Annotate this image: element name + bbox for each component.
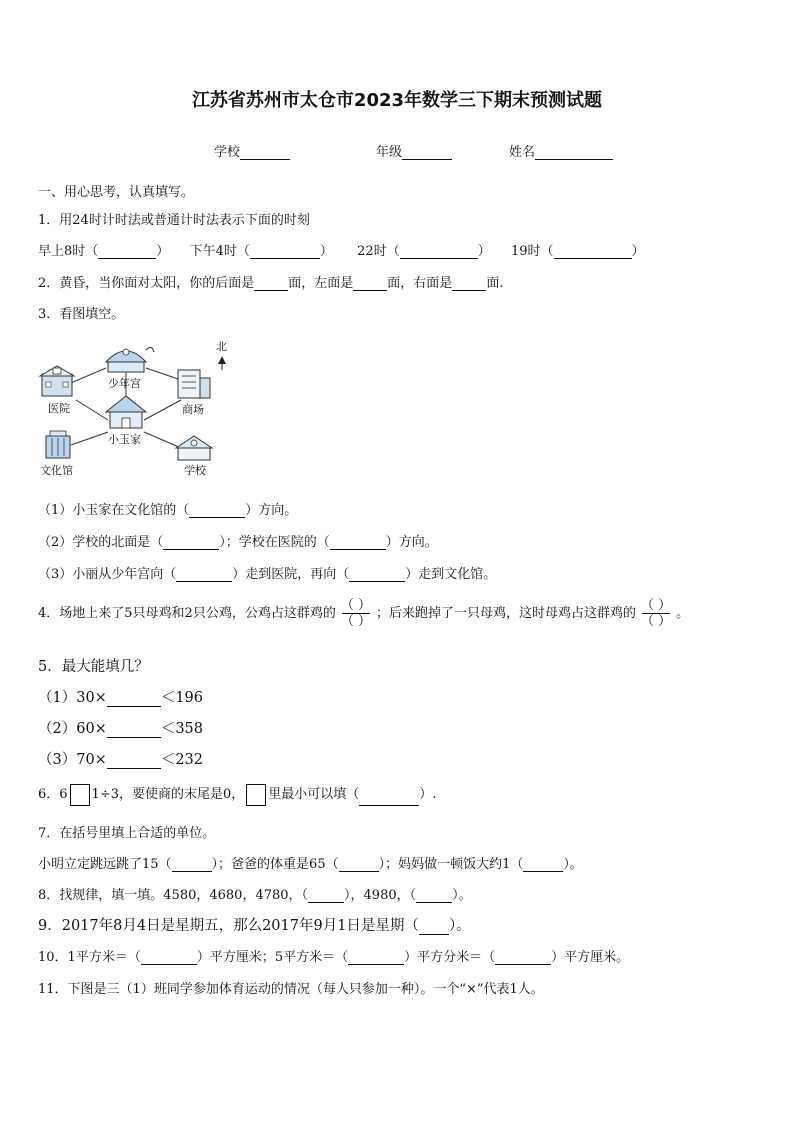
q1-close-3: ） <box>477 244 491 259</box>
q7-text-3: ）；妈妈做一顿饭大约1（ <box>378 857 524 872</box>
grade-field <box>376 141 452 160</box>
q1-close-4: ） <box>631 244 645 259</box>
q8-text-1: 8．找规律，填一填。4580，4680，4780，（ <box>38 888 309 903</box>
q6-text-4: ）. <box>419 787 437 802</box>
q2-blank-3[interactable] <box>452 277 486 291</box>
question-5-item-2 <box>38 717 203 738</box>
q5-1-suffix: ＜196 <box>160 690 204 706</box>
question-4 <box>38 598 689 629</box>
q2-blank-1[interactable] <box>254 277 288 291</box>
line-home-school <box>144 432 181 448</box>
question-5-item-1 <box>38 686 203 707</box>
q4-text-3: 。 <box>676 606 690 621</box>
q10-text-2: ）平方厘米；5平方米＝（ <box>196 950 349 965</box>
q10-blank-3[interactable] <box>495 951 551 965</box>
question-2 <box>38 272 503 291</box>
north-arrow-icon <box>218 356 226 370</box>
q2-text-4: 面. <box>486 276 504 291</box>
q5-2-prefix: （2）60× <box>38 721 107 737</box>
q6-text-3: 里最小可以填（ <box>268 787 360 802</box>
q1-blank-1[interactable] <box>98 245 156 259</box>
q4-text-2: ；后来跑掉了一只母鸡，这时母鸡占这群鸡的 <box>375 606 636 621</box>
hospital-label: 医院 <box>48 402 70 415</box>
home-label: 小玉家 <box>108 433 141 446</box>
q10-blank-1[interactable] <box>141 951 197 965</box>
q1-close-2: ） <box>319 244 333 259</box>
line-palace-mall <box>146 368 181 380</box>
q10-text-4: ）平方厘米。 <box>551 950 630 965</box>
line-home-culture <box>71 432 108 445</box>
question-3-sub1 <box>38 499 297 518</box>
q3-sub3-blank-1[interactable] <box>176 568 232 582</box>
q10-text-1: 10．1平方米＝（ <box>38 950 141 965</box>
question-3-stem: 3．看图填空。 <box>38 307 125 322</box>
q5-3-prefix: （3）70× <box>38 752 107 768</box>
question-7-line <box>38 853 583 872</box>
culture-hall-label: 文化馆 <box>40 464 73 477</box>
q10-text-3: ）平方分米＝（ <box>404 950 496 965</box>
name-label: 姓名 <box>509 145 536 160</box>
q4-fraction-2[interactable] <box>638 598 674 629</box>
q9-blank[interactable] <box>419 921 449 935</box>
q8-text-3: ）。 <box>452 888 472 903</box>
q6-reference-box <box>246 784 266 806</box>
question-8 <box>38 884 472 903</box>
page-title: 江苏省苏州市太仓市2023年数学三下期末预测试题 <box>191 90 603 111</box>
q9-text-2: ）。 <box>448 918 471 934</box>
grade-blank[interactable] <box>402 145 452 160</box>
q3-sub3-blank-2[interactable] <box>349 568 405 582</box>
mall-icon <box>178 370 210 398</box>
q6-text-1: 6．6 <box>38 787 68 802</box>
q3-sub3-text-3: ）走到文化馆。 <box>405 567 497 582</box>
youth-palace-label: 少年宫 <box>108 377 141 390</box>
q7-blank-1[interactable] <box>172 858 212 872</box>
q1-afternoon-4: 下午4时（ <box>189 244 250 259</box>
q5-1-prefix: （1）30× <box>38 690 107 706</box>
q2-text-2: 面，左面是 <box>288 276 354 291</box>
question-11: 11．下图是三（1）班同学参加体育运动的情况（每人只参加一种）。一个“×”代表1人。 <box>38 982 544 997</box>
q3-sub2-blank-1[interactable] <box>163 536 219 550</box>
culture-hall-icon <box>46 431 70 458</box>
north-label: 北 <box>216 340 227 353</box>
q7-text-2: ）；爸爸的体重是65（ <box>211 857 339 872</box>
q1-hour-19: 19时（ <box>511 244 554 259</box>
direction-map <box>36 340 236 480</box>
q3-sub3-text-1: （3）小丽从少年宫向（ <box>38 567 177 582</box>
q4-frac1-num: （ ） <box>340 598 371 613</box>
question-3-sub2 <box>38 531 438 550</box>
name-field <box>509 141 613 160</box>
q6-digit-box[interactable] <box>70 784 90 806</box>
q7-blank-2[interactable] <box>339 858 379 872</box>
question-1-items <box>38 240 645 259</box>
q5-1-blank[interactable] <box>107 693 161 707</box>
line-hospital-home <box>76 400 108 420</box>
name-blank[interactable] <box>535 145 613 160</box>
school-label-map: 学校 <box>184 464 206 477</box>
q3-sub1-blank[interactable] <box>189 504 245 518</box>
section-heading: 一、用心思考，认真填写。 <box>38 185 195 200</box>
question-1-stem: 1．用24时计时法或普通计时法表示下面的时刻 <box>38 213 310 228</box>
question-10 <box>38 946 629 965</box>
grade-label: 年级 <box>376 145 403 160</box>
q2-text-1: 2．黄昏，当你面对太阳，你的后面是 <box>38 276 255 291</box>
q6-blank[interactable] <box>359 792 419 806</box>
home-icon <box>106 396 146 428</box>
mall-label: 商场 <box>182 403 204 416</box>
q3-sub2-text-2: ）；学校在医院的（ <box>219 535 330 550</box>
q7-text-1: 小明立定跳远跳了15（ <box>38 857 172 872</box>
hospital-icon <box>40 366 74 396</box>
q1-hour-22: 22时（ <box>357 244 400 259</box>
q3-sub2-text-1: （2）学校的北面是（ <box>38 535 164 550</box>
q8-text-2: ），4980，（ <box>344 888 417 903</box>
q1-blank-4[interactable] <box>554 245 632 259</box>
q2-text-3: 面，右面是 <box>387 276 453 291</box>
q4-text-1: 4．场地上来了5只母鸡和2只公鸡，公鸡占这群鸡的 <box>38 606 336 621</box>
q10-blank-2[interactable] <box>348 951 404 965</box>
q9-text-1: 9．2017年8月4日是星期五，那么2017年9月1日是星期（ <box>38 918 419 934</box>
q3-sub1-text-2: ）方向。 <box>245 503 298 518</box>
question-5-stem: 5．最大能填几？ <box>38 659 149 675</box>
q7-blank-3[interactable] <box>523 858 563 872</box>
q1-blank-2[interactable] <box>250 245 320 259</box>
q4-frac2-den: （ ） <box>640 614 672 629</box>
q8-blank-1[interactable] <box>308 889 344 903</box>
q6-text-2: 1÷3，要使商的末尾是0， <box>91 787 245 802</box>
question-5-item-3 <box>38 748 203 769</box>
q5-2-suffix: ＜358 <box>160 721 204 737</box>
question-7-stem: 7．在括号里填上合适的单位。 <box>38 826 216 841</box>
school-field <box>214 141 290 160</box>
q3-sub1-text-1: （1）小玉家在文化馆的（ <box>38 503 190 518</box>
q2-blank-2[interactable] <box>353 277 387 291</box>
school-icon <box>176 436 212 460</box>
q3-sub2-text-3: ）方向。 <box>385 535 438 550</box>
q5-3-suffix: ＜232 <box>160 752 204 768</box>
question-9 <box>38 914 471 935</box>
line-home-mall <box>144 400 181 420</box>
q3-sub2-blank-2[interactable] <box>330 536 386 550</box>
q5-3-blank[interactable] <box>107 755 161 769</box>
q5-2-blank[interactable] <box>107 724 161 738</box>
question-6 <box>38 783 436 806</box>
school-blank[interactable] <box>240 145 290 160</box>
question-3-sub3 <box>38 563 496 582</box>
q1-close-1: ） <box>156 244 170 259</box>
q1-morning-8: 早上8时（ <box>38 244 99 259</box>
q7-text-4: ）。 <box>563 857 583 872</box>
q1-blank-3[interactable] <box>400 245 478 259</box>
q8-blank-2[interactable] <box>416 889 452 903</box>
school-label: 学校 <box>214 145 241 160</box>
q4-frac2-num: （ ） <box>640 598 672 613</box>
q4-frac1-den: （ ） <box>340 614 371 629</box>
q3-sub3-text-2: ）走到医院，再向（ <box>232 567 350 582</box>
q4-fraction-1[interactable] <box>338 598 374 629</box>
